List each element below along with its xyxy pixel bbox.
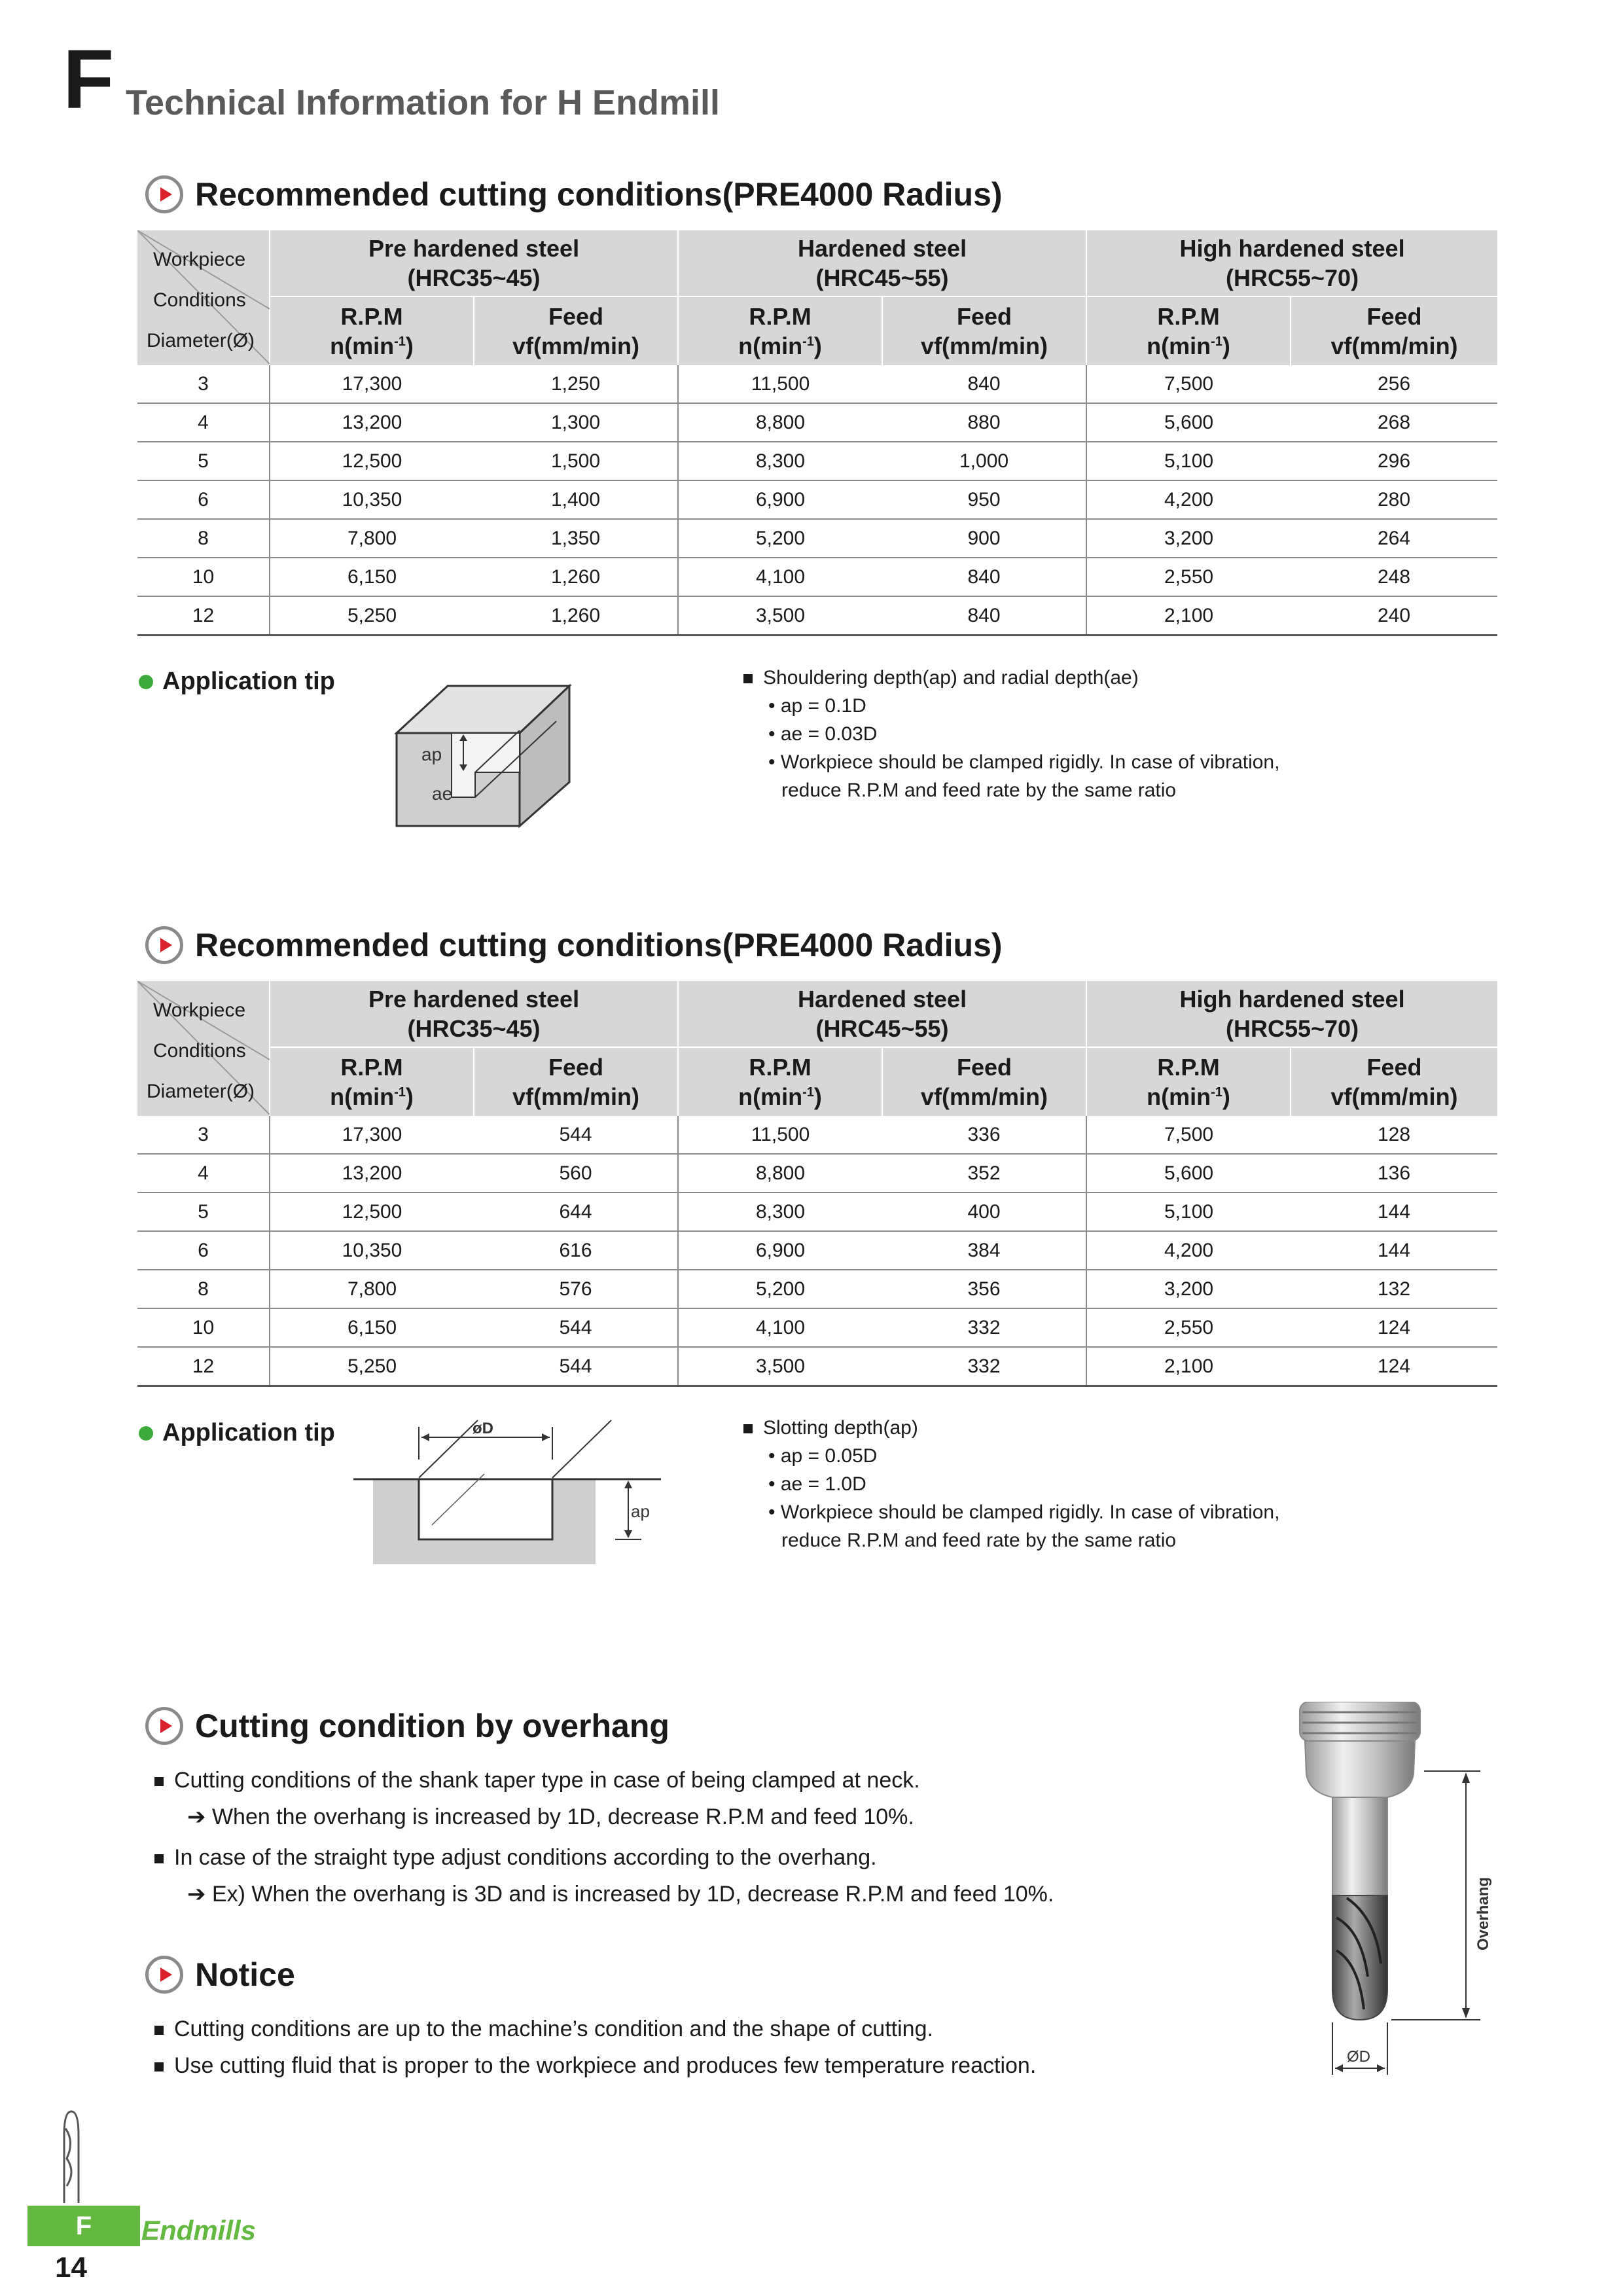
value-cell: 1,500 [474, 442, 678, 480]
table-row [137, 519, 1497, 558]
diameter-cell: 4 [137, 1154, 270, 1193]
shoulder-cut-diagram [391, 681, 579, 831]
value-cell: 1,260 [474, 558, 678, 596]
feed-header: Feed vf(mm/min) [1291, 1047, 1497, 1116]
value-cell: 616 [474, 1231, 678, 1270]
green-dot-icon [139, 675, 153, 689]
value-cell: 10,350 [270, 1231, 474, 1270]
tip1-item: • Workpiece should be clamped rigidly. In case of vibration, [768, 751, 1280, 773]
diameter-cell: 10 [137, 558, 270, 596]
green-dot-icon [139, 1426, 153, 1441]
tip2-heading: Slotting depth(ap) [743, 1414, 1279, 1442]
value-cell: 128 [1291, 1116, 1497, 1154]
table-row [137, 365, 1497, 403]
corner-diameter: Diameter(Ø) [147, 330, 255, 351]
value-cell: 900 [882, 519, 1086, 558]
value-cell: 144 [1291, 1193, 1497, 1231]
value-cell: 11,500 [678, 1116, 882, 1154]
page-number: 14 [55, 2251, 87, 2284]
value-cell: 3,500 [678, 1347, 882, 1386]
corner-conditions: Conditions [153, 1040, 246, 1062]
od-label: ØD [1347, 2048, 1370, 2066]
rpm-header: R.P.M $n(\min^{-1})$ [270, 296, 474, 365]
section-title: Cutting condition by overhang [195, 1708, 669, 1744]
value-cell: 8,300 [678, 442, 882, 480]
group-header: High hardened steel (HRC55~70) [1086, 981, 1497, 1047]
tip1-item: • ap = 0.1D [768, 695, 866, 717]
value-cell: 400 [882, 1193, 1086, 1231]
value-cell: 8,800 [678, 403, 882, 442]
value-cell: 384 [882, 1231, 1086, 1270]
value-cell: 644 [474, 1193, 678, 1231]
notice-text [154, 2011, 1036, 2084]
table-row [137, 480, 1497, 519]
value-cell: 2,100 [1086, 596, 1291, 636]
diameter-cell: 12 [137, 596, 270, 636]
diameter-cell: 6 [137, 1231, 270, 1270]
table-row [137, 1270, 1497, 1308]
diameter-cell: 6 [137, 480, 270, 519]
diameter-cell: 8 [137, 519, 270, 558]
cutting-conditions-table-1 [137, 230, 1497, 636]
section-heading-overhang [145, 1707, 669, 1745]
feed-header: Feed vf(mm/min) [1291, 296, 1497, 365]
group-header: Pre hardened steel (HRC35~45) [270, 981, 678, 1047]
ap-label: ap [421, 744, 442, 764]
section-heading-table1 [145, 175, 1003, 213]
rpm-header: R.P.M $n(\min^{-1})$ [678, 296, 882, 365]
play-icon [145, 1956, 183, 1994]
od-label: øD [473, 1420, 493, 1437]
value-cell: 12,500 [270, 442, 474, 480]
feed-header: Feed vf(mm/min) [882, 1047, 1086, 1116]
tip2-item: • ae = 1.0D [768, 1473, 866, 1495]
section-title: Recommended cutting conditions(PRE4000 Radius) [195, 927, 1003, 963]
ae-label: ae [432, 783, 453, 804]
notice-bullet-2: Use cutting fluid that is proper to the workpiece and produces few temperature reaction. [154, 2047, 1036, 2084]
group-header: High hardened steel (HRC55~70) [1086, 230, 1497, 296]
value-cell: 4,100 [678, 1308, 882, 1347]
table-corner-header [137, 981, 270, 1116]
section-title: Notice [195, 1956, 295, 1993]
overhang-label: Overhang [1474, 1876, 1492, 1950]
footer-section-label: Endmills [141, 2215, 257, 2246]
tip2-item-cont: reduce R.P.M and feed rate by the same ratio [781, 1530, 1177, 1551]
value-cell: 17,300 [270, 1116, 474, 1154]
value-cell: 332 [882, 1308, 1086, 1347]
slotting-diagram [353, 1414, 661, 1568]
value-cell: 240 [1291, 596, 1497, 636]
value-cell: 1,250 [474, 365, 678, 403]
table-corner-header [137, 230, 270, 365]
endmill-tool-icon [55, 2109, 88, 2204]
diameter-cell: 4 [137, 403, 270, 442]
value-cell: 8,300 [678, 1193, 882, 1231]
feed-header: Feed vf(mm/min) [474, 1047, 678, 1116]
value-cell: 356 [882, 1270, 1086, 1308]
value-cell: 256 [1291, 365, 1497, 403]
diameter-cell: 3 [137, 1116, 270, 1154]
tip1-item: • ae = 0.03D [768, 723, 878, 745]
value-cell: 11,500 [678, 365, 882, 403]
diameter-cell: 10 [137, 1308, 270, 1347]
corner-diameter: Diameter(Ø) [147, 1081, 255, 1102]
value-cell: 3,200 [1086, 1270, 1291, 1308]
feed-header: Feed vf(mm/min) [474, 296, 678, 365]
overhang-bullet-1: Cutting conditions of the shank taper type in case of being clamped at neck. [154, 1762, 1054, 1799]
value-cell: 7,800 [270, 519, 474, 558]
diameter-cell: 5 [137, 442, 270, 480]
feed-header: Feed vf(mm/min) [882, 296, 1086, 365]
application-tip-label: Application tip [139, 1419, 335, 1447]
value-cell: 5,200 [678, 1270, 882, 1308]
value-cell: 7,500 [1086, 1116, 1291, 1154]
diameter-cell: 8 [137, 1270, 270, 1308]
value-cell: 144 [1291, 1231, 1497, 1270]
notice-bullet-1: Cutting conditions are up to the machine’s condition and the shape of cutting. [154, 2011, 1036, 2047]
section-title: Recommended cutting conditions(PRE4000 Radius) [195, 176, 1003, 213]
table-row [137, 403, 1497, 442]
value-cell: 280 [1291, 480, 1497, 519]
group-header: Hardened steel (HRC45~55) [678, 981, 1086, 1047]
rpm-header: R.P.M $n(\min^{-1})$ [270, 1047, 474, 1116]
value-cell: 136 [1291, 1154, 1497, 1193]
value-cell: 6,150 [270, 558, 474, 596]
value-cell: 352 [882, 1154, 1086, 1193]
value-cell: 5,600 [1086, 403, 1291, 442]
value-cell: 5,100 [1086, 442, 1291, 480]
value-cell: 1,000 [882, 442, 1086, 480]
application-tip-label: Application tip [139, 668, 335, 696]
ap-label: ap [631, 1501, 650, 1521]
value-cell: 7,500 [1086, 365, 1291, 403]
table-row [137, 596, 1497, 636]
value-cell: 1,400 [474, 480, 678, 519]
value-cell: 544 [474, 1347, 678, 1386]
overhang-bullet-2: In case of the straight type adjust conditions according to the overhang. [154, 1839, 1054, 1876]
value-cell: 5,250 [270, 1347, 474, 1386]
value-cell: 6,900 [678, 1231, 882, 1270]
value-cell: 132 [1291, 1270, 1497, 1308]
page-title: Technical Information for H Endmill [126, 83, 721, 122]
value-cell: 1,350 [474, 519, 678, 558]
value-cell: 840 [882, 558, 1086, 596]
corner-workpiece: Workpiece [153, 999, 246, 1021]
table-row [137, 1347, 1497, 1386]
value-cell: 544 [474, 1308, 678, 1347]
tip1-text [743, 664, 1279, 804]
overhang-arrow-1: ➔ When the overhang is increased by 1D, decrease R.P.M and feed 10%. [187, 1804, 914, 1829]
value-cell: 1,260 [474, 596, 678, 636]
play-icon [145, 175, 183, 213]
value-cell: 5,600 [1086, 1154, 1291, 1193]
overhang-text [154, 1762, 1054, 1912]
value-cell: 950 [882, 480, 1086, 519]
endmill-overhang-diagram [1296, 1702, 1518, 2108]
group-header: Pre hardened steel (HRC35~45) [270, 230, 678, 296]
tip2-item: • ap = 0.05D [768, 1445, 878, 1467]
value-cell: 5,100 [1086, 1193, 1291, 1231]
play-icon [145, 1707, 183, 1745]
value-cell: 1,300 [474, 403, 678, 442]
value-cell: 5,250 [270, 596, 474, 636]
chapter-letter: F [63, 33, 115, 126]
table-row [137, 1308, 1497, 1347]
tip2-text [743, 1414, 1279, 1554]
value-cell: 10,350 [270, 480, 474, 519]
tip1-heading: Shouldering depth(ap) and radial depth(ae) [743, 664, 1279, 692]
value-cell: 544 [474, 1116, 678, 1154]
value-cell: 336 [882, 1116, 1086, 1154]
value-cell: 560 [474, 1154, 678, 1193]
value-cell: 332 [882, 1347, 1086, 1386]
rpm-header: R.P.M $n(\min^{-1})$ [1086, 1047, 1291, 1116]
value-cell: 8,800 [678, 1154, 882, 1193]
value-cell: 576 [474, 1270, 678, 1308]
value-cell: 3,500 [678, 596, 882, 636]
value-cell: 4,200 [1086, 480, 1291, 519]
value-cell: 268 [1291, 403, 1497, 442]
table-row [137, 1116, 1497, 1154]
section-heading-notice [145, 1956, 295, 1994]
value-cell: 13,200 [270, 1154, 474, 1193]
value-cell: 6,150 [270, 1308, 474, 1347]
value-cell: 296 [1291, 442, 1497, 480]
tip1-item-cont: reduce R.P.M and feed rate by the same ratio [781, 780, 1177, 801]
table-row [137, 442, 1497, 480]
corner-workpiece: Workpiece [153, 249, 246, 270]
value-cell: 840 [882, 365, 1086, 403]
rpm-header: R.P.M $n(\min^{-1})$ [678, 1047, 882, 1116]
section-heading-table2 [145, 926, 1003, 964]
value-cell: 840 [882, 596, 1086, 636]
value-cell: 248 [1291, 558, 1497, 596]
overhang-arrow-2: ➔ Ex) When the overhang is 3D and is increased by 1D, decrease R.P.M and feed 10%. [187, 1882, 1054, 1907]
tip2-item: • Workpiece should be clamped rigidly. In case of vibration, [768, 1501, 1280, 1523]
value-cell: 264 [1291, 519, 1497, 558]
value-cell: 124 [1291, 1347, 1497, 1386]
value-cell: 6,900 [678, 480, 882, 519]
table-row [137, 1193, 1497, 1231]
play-icon [145, 926, 183, 964]
footer-chapter-tab: F [27, 2206, 140, 2246]
cutting-conditions-table-2 [137, 981, 1497, 1387]
value-cell: 2,550 [1086, 558, 1291, 596]
value-cell: 12,500 [270, 1193, 474, 1231]
rpm-header: R.P.M $n(\min^{-1})$ [1086, 296, 1291, 365]
group-header: Hardened steel (HRC45~55) [678, 230, 1086, 296]
value-cell: 4,200 [1086, 1231, 1291, 1270]
value-cell: 4,100 [678, 558, 882, 596]
value-cell: 3,200 [1086, 519, 1291, 558]
value-cell: 124 [1291, 1308, 1497, 1347]
value-cell: 7,800 [270, 1270, 474, 1308]
table-row [137, 558, 1497, 596]
value-cell: 17,300 [270, 365, 474, 403]
value-cell: 2,100 [1086, 1347, 1291, 1386]
table-row [137, 1231, 1497, 1270]
value-cell: 13,200 [270, 403, 474, 442]
value-cell: 2,550 [1086, 1308, 1291, 1347]
value-cell: 5,200 [678, 519, 882, 558]
table-row [137, 1154, 1497, 1193]
value-cell: 880 [882, 403, 1086, 442]
diameter-cell: 3 [137, 365, 270, 403]
diameter-cell: 12 [137, 1347, 270, 1386]
diameter-cell: 5 [137, 1193, 270, 1231]
corner-conditions: Conditions [153, 289, 246, 311]
